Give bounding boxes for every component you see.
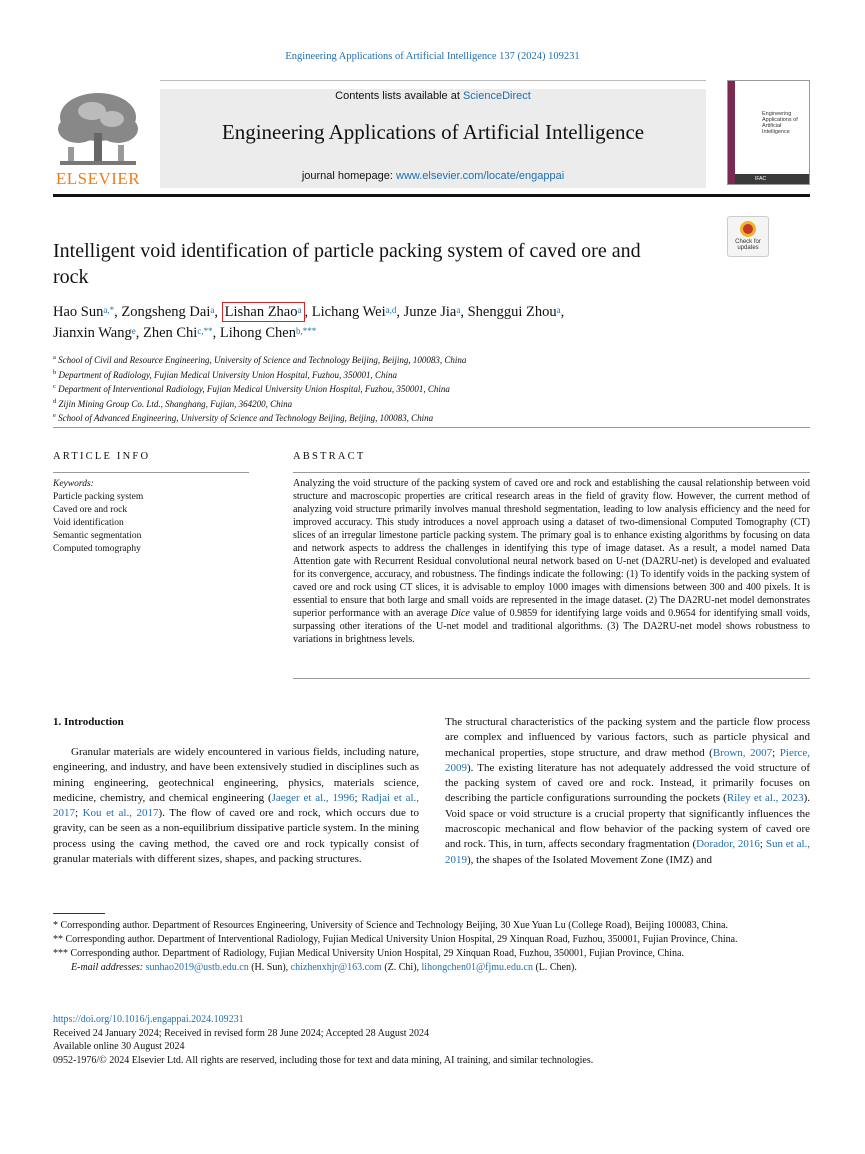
cover-stripe [728,81,735,185]
affiliation-list [53,352,753,425]
footnote-corresponding-1: * Corresponding author. Department of Resources Engineering, University of Science and Technology Beijing, 30 Xue Yuan Lu (College Road), Beijing 100083, China. [53,920,728,931]
keywords-label: Keywords: [53,479,94,489]
author-list: Hao Sun$^{a,*}$, Zongsheng Dai$^a$, Lishan Zhao$^a$ , Lichang Wei$^{a,d}$, Junze Jia$^a$, Shenggui Zhou$^a$, Jianxin Wang$^e$, Zhen Chi$^{c,**}$, Lihong Chen$^{b,***}$ [53,304,565,341]
affiliation: $^c$ Department of Interventional Radiology, Fujian Medical University Union Hospital, Fuzhou, 350001, China [53,383,450,394]
keyword: Void identification [53,518,124,528]
cover-footer-badge: IFAC [735,174,810,184]
affiliation: $^b$ Department of Radiology, Fujian Medical University Union Hospital, Fuzhou, 350001, China [53,368,397,380]
author[interactable]: Jianxin Wang$^e$ [53,325,136,341]
author[interactable]: Shenggui Zhou$^a$ [467,304,561,320]
copyright-line: 0952-1976/© 2024 Elsevier Ltd. All rights are reserved, including those for text and data mining, AI training, and similar technologies. [53,1054,594,1066]
email-link[interactable]: lihongchen01@fjmu.edu.cn [421,962,533,973]
abstract-rule [293,472,810,473]
journal-homepage-line: journal homepage: www.elsevier.com/locate/engappai [301,170,565,182]
introduction-right-column: The structural characteristics of the packing system and the particle flow process are complex and influenced by various factors, such as particle physical and mechanical properties, stope structure, and draw method (Brown, 2007; Pierce, 2009). The existing literature has not adequately addressed the void structure of the packing system of caved ore and rock. Instead, it primarily focuses on describing the particle configurations surrounding the pockets (Riley et al., 2023). Void space or void structure is a crucial property that significantly influences the macroscopic mechanical and flow behavior of the packing system of caved ore and rock. This, in turn, affects secondary fragmentation (Dorador, 2016; Sun et al., 2019), the shapes of the Isolated Movement Zone (IMZ) and [445,716,811,866]
article-info-rule [53,472,249,473]
journal-citation[interactable]: Engineering Applications of Artificial Intelligence 137 (2024) 109231 [285,51,580,62]
check-updates-label: Check for updates [735,239,761,251]
introduction-heading: 1. Introduction [53,716,124,728]
elsevier-logo-text: ELSEVIER [55,169,141,188]
introduction-left-column: Granular materials are widely encountered in various fields, including nature, engineering, and industry, and have been extensively studied in disciplines such as mining engineering, geotechnical engineering, physics, materials science, medicine, chemistry, and chemical engineering (Jaeger et al., 1996; Radjai et al., 2017; Kou et al., 2017). The flow of caved ore and rock, which occurs due to gravity, can be seen as a non-equilibrium dissipative particle system. In the mining process using the caving method, the caved ore and rock typically consist of granular materials with different sizes, shapes, and packing structures. [53,746,420,866]
affiliation: $^a$ School of Civil and Resource Engineering, University of Science and Technology Beijing, Beijing, 100083, China [53,354,467,365]
citation-link[interactable]: Radjai et al., 2017 [53,791,420,820]
section-divider [53,427,810,428]
author-highlighted[interactable]: Lishan Zhao$^a$ [222,302,305,322]
cover-title: Engineering Applications of Artificial Intelligence [762,111,798,135]
journal-homepage-link[interactable]: www.elsevier.com/locate/engappai [396,170,565,182]
keyword: Particle packing system [53,492,144,502]
keyword: Semantic segmentation [53,531,142,541]
email-link[interactable]: sunhao2019@ustb.edu.cn [145,962,249,973]
footnote-rule [53,913,105,914]
email-link[interactable]: chizhenxhjr@163.com [290,962,382,973]
article-info-heading: ARTICLE INFO [53,451,151,462]
author[interactable]: Lihong Chen$^{b,***}$ [219,325,317,341]
author[interactable]: Hao Sun$^{a,*}$ [53,304,115,320]
abstract-bottom-rule [293,678,810,679]
citation-link[interactable]: Riley et al., 2023 [726,792,804,805]
author[interactable]: Zhen Chi$^{c,**}$ [142,325,213,341]
available-online: Available online 30 August 2024 [53,1041,185,1052]
citation-link[interactable]: Sun et al., 2019 [445,838,811,866]
keywords-block [53,478,253,556]
abstract-text: Analyzing the void structure of the packing system of caved ore and rock and establishing the causal relationship between void structure and macroscopic properties are critical research areas in the field of gravity flow. However, the current method of analyzing void structure primarily involves manual threshold segmentation, leading to low analysis efficiency and the need for improved accuracy. This study introduces a novel approach using a dataset of two-dimensional Computed Tomography (CT) slices of an irregular limestone particle packing system. The primary goal is to enhance existing algorithms by focusing on data and network aspects to address the challenges in identifying this type of image dataset. As a result, a model named Data Attention gate with Recurrent Residual convolutional neural network based on U-net (DA2RU-net) is developed and evaluated for its convergence, accuracy, and robustness. The findings indicate the following: (1) To identify voids in the packing system of caved ore and rock using CT slices, it is advisable to employ 1000 images with dimensions between 300 and 400 pixels. It is essential to ensure that both large and small voids are represented in the image dataset. (2) The DA2RU-net model demonstrates superior performance with an average Dice value of 0.9859 for identifying large voids and 0.9654 for identifying small voids, surpassing other iterations of the U-net model and traditional algorithms. (3) The DA2RU-net model shows robustness to variations in brightness levels. [293,478,810,645]
affiliation: $^d$ Zijin Mining Group Co. Ltd., Shanghang, Fujian, 364200, China [53,397,293,409]
journal-title: Engineering Applications of Artificial Intelligence [221,120,645,144]
author[interactable]: Junze Jia$^a$ [403,304,461,320]
citation-link[interactable]: Dorador, 2016 [696,838,760,851]
sciencedirect-link[interactable]: ScienceDirect [462,90,531,102]
affiliation: $^e$ School of Advanced Engineering, University of Science and Technology Beijing, Beijing, 100083, China [53,412,434,423]
keyword: Computed tomography [53,544,141,554]
check-for-updates-button[interactable] [727,216,769,257]
doi-link[interactable]: https://doi.org/10.1016/j.engappai.2024.109231 [53,1014,244,1025]
contents-available-line: Contents lists available at ScienceDirect [335,90,531,102]
abstract-heading: ABSTRACT [293,451,366,462]
journal-cover-thumbnail[interactable] [727,80,810,185]
footnote-corresponding-2: ** Corresponding author. Department of Interventional Radiology, Fujian Medical University Union Hospital, 29 Xinquan Road, Fuzhou, 350001, Fujian Province, China. [53,934,738,945]
footnote-corresponding-3: *** Corresponding author. Department of Radiology, Fujian Medical University Union Hospital, 29 Xinquan Road, Fuzhou, 350001, Fujian Province, China. [53,948,684,959]
citation-link[interactable]: Kou et al., 2017 [82,807,159,820]
author[interactable]: Zongsheng Dai$^a$ [121,304,215,320]
check-updates-icon [740,221,756,237]
author[interactable]: Lichang Wei$^{a,d}$ [311,304,397,320]
citation-link[interactable]: Brown, 2007 [712,746,773,759]
citation-link[interactable]: Jaeger et al., 1996 [271,791,355,804]
email-addresses: E-mail addresses: sunhao2019@ustb.edu.cn (H. Sun), chizhenxhjr@163.com (Z. Chi), lihongchen01@fjmu.edu.cn (L. Chen). [71,962,577,973]
citation-link[interactable]: Pierce, 2009 [445,746,810,774]
publication-info [53,1013,810,1067]
keyword: Caved ore and rock [53,505,128,515]
received-dates: Received 24 January 2024; Received in revised form 28 June 2024; Accepted 28 August 2024 [53,1027,430,1039]
footnotes [53,919,810,975]
article-title: Intelligent void identification of particle packing system of caved ore and rock [53,240,641,288]
header-thick-rule [53,194,810,197]
header-top-rule [160,80,706,81]
